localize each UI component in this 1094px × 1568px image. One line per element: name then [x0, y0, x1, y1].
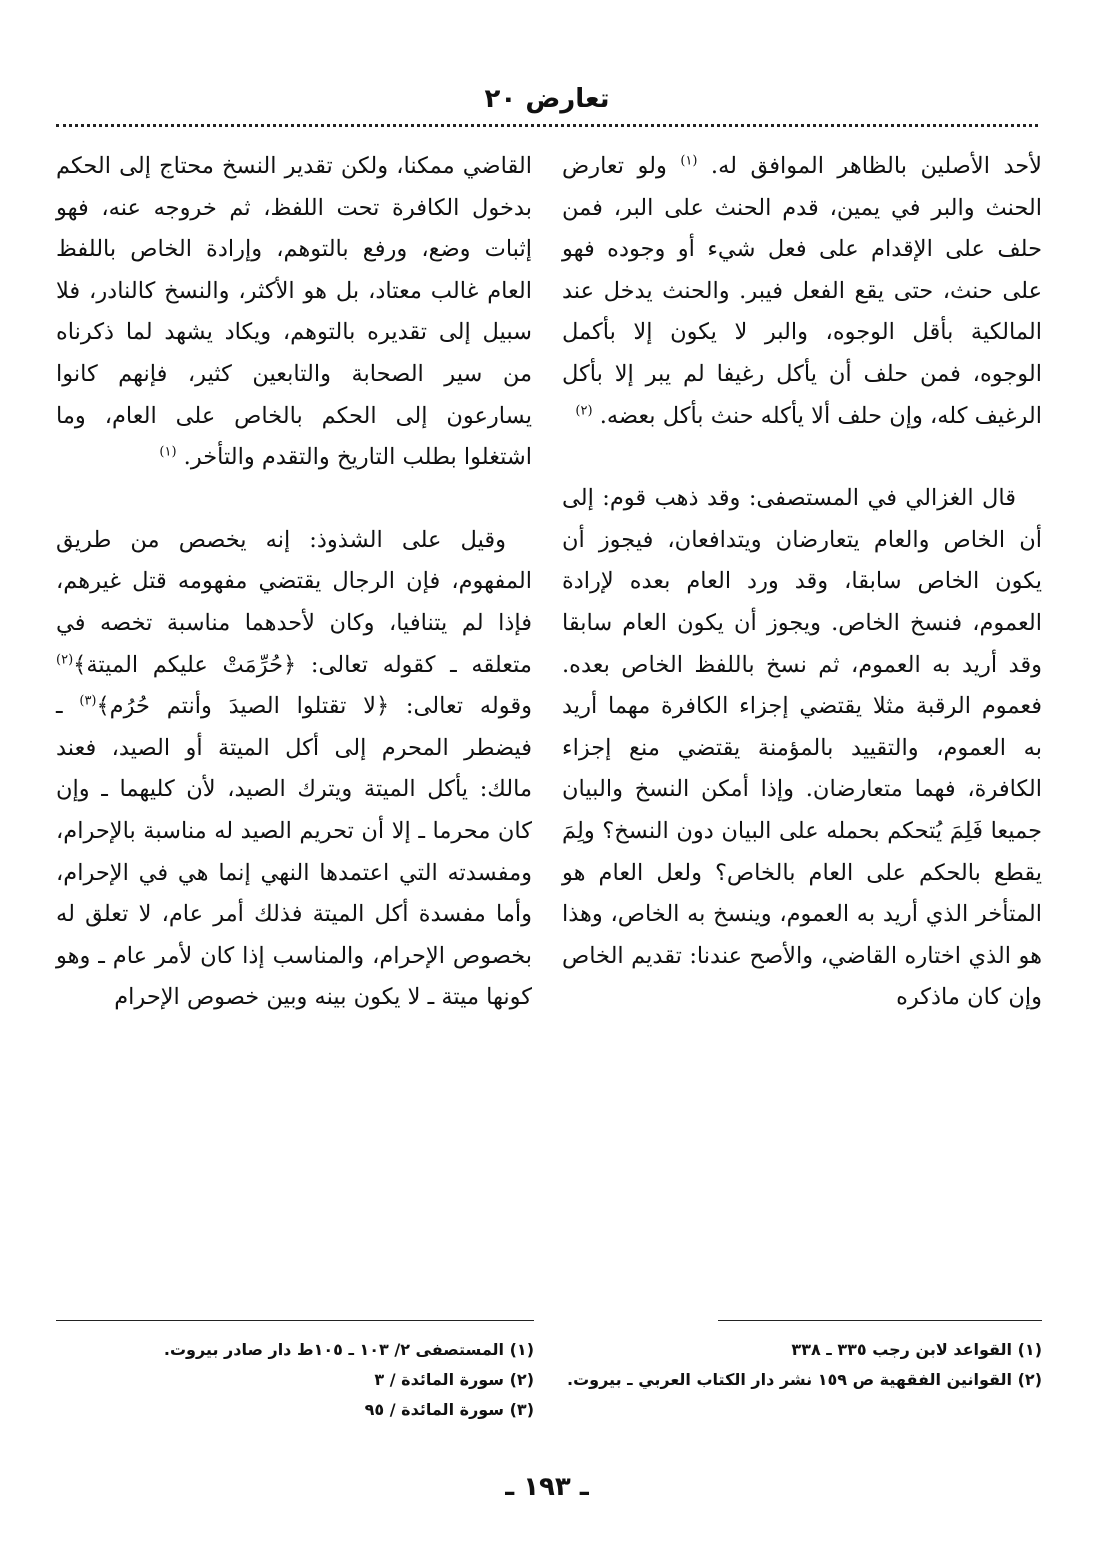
left-p2-text-a: وقيل على الشذوذ: إنه يخصص من طريق المفهوم، فإن الرجال يقتضي مفهومه قتل غيرهم، فإذا لم يتنافيا، وكان لأحدهما مناسبة تخصه في متعلقه ـ كقوله تعالى: ﴿حُرِّمَتْ عليكم الميتة﴾	[56, 526, 532, 678]
right-paragraph-2: قال الغزالي في المستصفى: وقد ذهب قوم: إلى أن الخاص والعام يتعارضان ويتدافعان، فيجوز أن يكون الخاص سابقا، وقد ورد العام بعده لإرادة العموم، فنسخ الخاص. ويجوز أن يكون العام سابقا وقد أريد به العموم، ثم نسخ باللفظ الخاص بعده. فعموم الرقبة مثلا يقتضي إجزاء الكافرة مهما أريد به العموم، والتقييد بالمؤمنة يقتضي منع إجزاء الكافرة، فهما متعارضان. وإذا أمكن النسخ والبيان جميعا فَلِمَ يُتحكم بحمله على البيان دون النسخ؟ ولِمَ يقطع بالحكم على العام بالخاص؟ ولعل العام هو المتأخر الذي أريد به العموم، وينسخ به الخاص، وهذا هو الذي اختاره القاضي، والأصح عندنا: تقديم الخاص وإن كان ماذكره	[562, 485, 1042, 1011]
right-p1-text-a: لأحد الأصلين بالظاهر الموافق له.	[710, 153, 1043, 179]
footnote-rule-right	[718, 1320, 1042, 1321]
right-p1-text-b: ولو تعارض الحنث والبر في يمين، قدم الحنث على البر، فمن حلف على الإقدام على فعل شيء أو وجوده فهو على حنث، حتى يقع الفعل فيبر. والحنث يدخل عند المالكية بأقل الوجوه، والبر لا يكون إلا بأكمل الوجوه، فمن حلف أن يأكل رغيفا لم يبر إلا بأكل الرغيف كله، وإن حلف ألا يأكله حنث بأكل بعضه.	[562, 153, 1042, 429]
left-p2-text-c: ـ فيضطر المحرم إلى أكل الميتة أو الصيد، فعند مالك: يأكل الميتة ويترك الصيد، لأن كليهما ـ وإن كان محرما ـ إلا أن تحريم الصيد له مناسبة بالإحرام، ومفسدته التي اعتمدها النهي إنما هي في الإحرام، وأما مفسدة أكل الميتة فذلك أمر عام، لا تعلق له بخصوص الإحرام، والمناسب إذا كان لأمر عام ـ وهو كونها ميتة ـ لا يكون بينه وبين خصوص الإحرام	[56, 693, 532, 1011]
left-paragraph-1	[56, 146, 532, 479]
footnote-rule-left	[56, 1320, 534, 1321]
footnote-item: (١) القواعد لابن رجب ٣٣٥ ـ ٣٣٨	[791, 1340, 1042, 1359]
footnotes-right	[552, 1335, 1042, 1395]
page-number: ـ ١٩٣ ـ	[505, 1472, 589, 1502]
page-header-title: تعارض ٢٠	[484, 84, 610, 114]
footnote-item: (٢) القوانين الفقهية ص ١٥٩ نشر دار الكتاب العربي ـ بيروت.	[567, 1370, 1042, 1389]
footnote-ref: (٢)	[575, 403, 593, 419]
right-paragraph-1	[562, 146, 1042, 437]
left-paragraph-2	[56, 520, 532, 1019]
footnote-item: (٢) سورة المائدة / ٣	[374, 1370, 534, 1389]
left-p2-text-b: وقوله تعالى: ﴿لا تقتلوا الصيدَ وأنتم حُرُم﴾	[96, 693, 532, 720]
right-column	[562, 146, 1042, 1019]
footnote-ref: (١)	[680, 153, 698, 169]
footnote-ref: (١)	[159, 444, 177, 460]
footnote-item: (٣) سورة المائدة / ٩٥	[364, 1400, 534, 1419]
left-p1-text: القاضي ممكنا، ولكن تقدير النسخ محتاج إلى الحكم بدخول الكافرة تحت اللفظ، ثم خروجه عنه، فهو إثبات وضع، ورفع بالتوهم، وإرادة الخاص باللفظ العام غالب معتاد، بل هو الأكثر، والنسخ كالنادر، فلا سبيل إلى تقديره بالتوهم، ويكاد يشهد لما ذكرناه من سير الصحابة والتابعين كثير، فإنهم كانوا يسارعون إلى الحكم بالخاص على العام، وما اشتغلوا بطلب التاريخ والتقدم والتأخر.	[56, 153, 532, 471]
footnote-ref: (٣)	[79, 693, 97, 709]
footnotes-left	[56, 1335, 534, 1425]
header-dotted-rule	[56, 124, 1038, 127]
left-column	[56, 146, 532, 1019]
footnote-item: (١) المستصفى ٢/ ١٠٣ ـ ١٠٥ط دار صادر بيروت.	[163, 1340, 534, 1359]
footnote-ref: (٢)	[56, 652, 74, 668]
